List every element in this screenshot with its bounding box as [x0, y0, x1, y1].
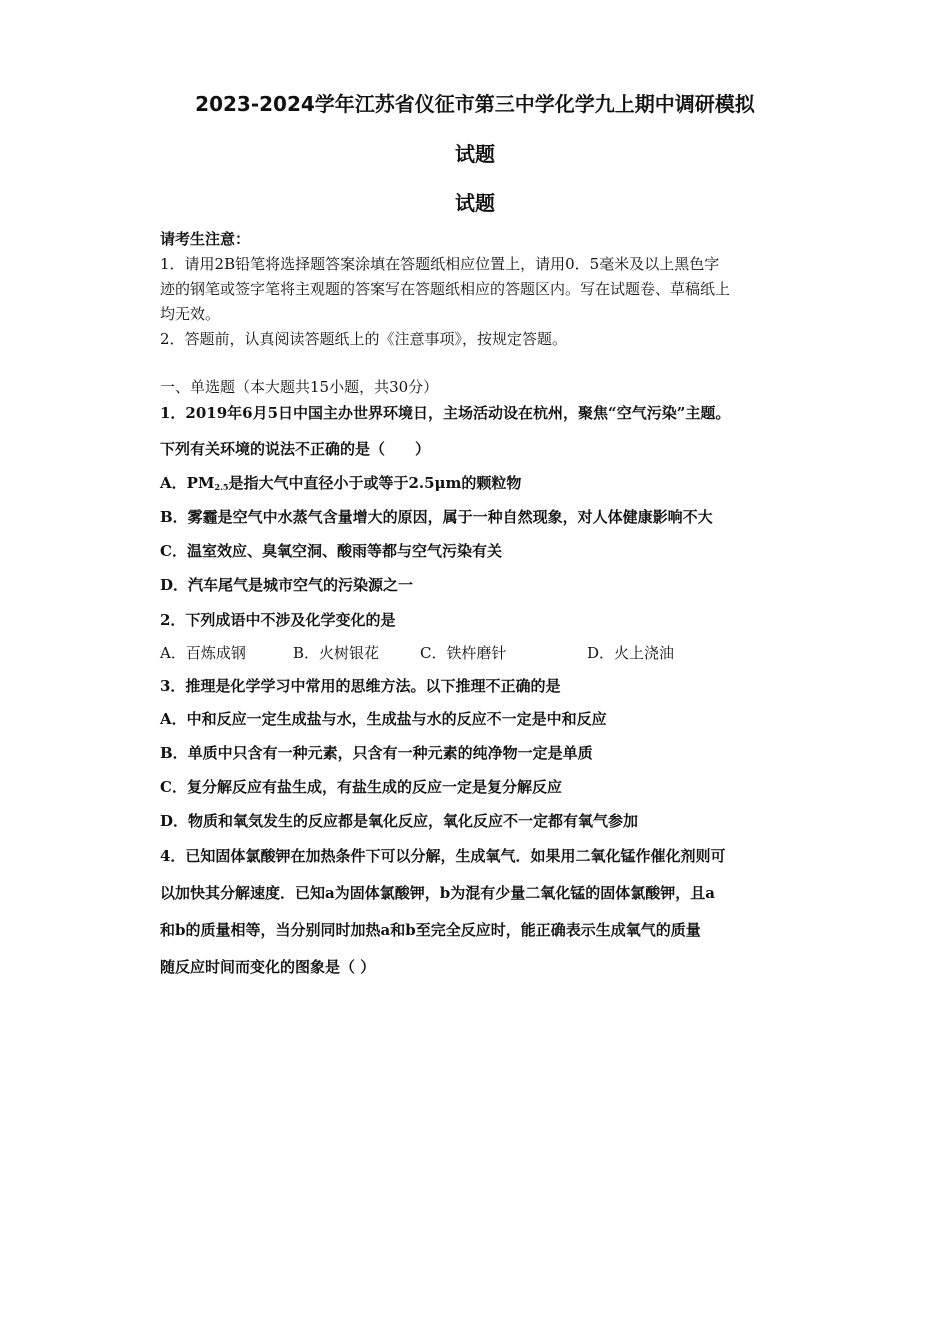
page-title-line-2: 试题: [455, 142, 495, 166]
notice-heading: 请考生注意：: [160, 230, 251, 248]
q1-option-c: C．温室效应、臭氧空洞、酸雨等都与空气污染有关: [160, 542, 502, 560]
notice-item-1-line-3: 均无效。: [160, 305, 221, 323]
q2-option-d: D．火上浇油: [587, 644, 675, 662]
q2-option-b: B．火树银花: [293, 644, 380, 662]
q1-option-a-text: 是指大气中直径小于或等于2.5μm的颗粒物: [228, 474, 522, 492]
q2-option-c: C．铁杵磨针: [420, 644, 507, 662]
q2-option-a: A．百炼成钢: [160, 644, 246, 662]
q1-option-d: D．汽车尾气是城市空气的污染源之一: [160, 576, 414, 594]
q3-option-a: A．中和反应一定生成盐与水，生成盐与水的反应不一定是中和反应: [160, 710, 607, 728]
q1-option-a: [160, 472, 521, 493]
q1-option-a-subscript: 2.5: [214, 482, 229, 492]
q1-stem-line-1: 1．2019年6月5日中国主办世界环境日，主场活动设在杭州，聚焦“空气污染”主题。: [160, 404, 731, 422]
q4-stem-line-1: 4．已知固体氯酸钾在加热条件下可以分解，生成氧气．如果用二氧化锰作催化剂则可: [160, 847, 726, 865]
page-title-line-3: 试题: [455, 191, 495, 215]
page-title-line-1: 2023-2024学年江苏省仪征市第三中学化学九上期中调研模拟: [195, 92, 755, 116]
q1-option-a-prefix: A．PM: [160, 474, 215, 492]
q4-stem-line-2: 以加快其分解速度．已知a为固体氯酸钾，b为混有少量二氧化锰的固体氯酸钾，且a: [160, 884, 715, 902]
notice-item-2: 2．答题前，认真阅读答题纸上的《注意事项》，按规定答题。: [160, 330, 568, 348]
q3-stem: 3．推理是化学学习中常用的思维方法。以下推理不正确的是: [160, 677, 561, 695]
section-heading: 一、单选题（本大题共15小题，共30分）: [160, 378, 439, 396]
q4-stem-line-4: 随反应时间而变化的图象是（ ）: [160, 958, 376, 976]
q3-option-b: B．单质中只含有一种元素，只含有一种元素的纯净物一定是单质: [160, 744, 593, 762]
q3-option-c: C．复分解反应有盐生成，有盐生成的反应一定是复分解反应: [160, 778, 562, 796]
notice-item-1-line-1: 1．请用2B铅笔将选择题答案涂填在答题纸相应位置上，请用0．5毫米及以上黑色字: [160, 255, 720, 273]
q1-option-b: B．雾霾是空气中水蒸气含量增大的原因，属于一种自然现象，对人体健康影响不大: [160, 508, 713, 526]
q1-stem-line-2: 下列有关环境的说法不正确的是（ ）: [160, 440, 431, 458]
q4-stem-line-3: 和b的质量相等，当分别同时加热a和b至完全反应时，能正确表示生成氧气的质量: [160, 921, 701, 939]
q2-stem: 2．下列成语中不涉及化学变化的是: [160, 611, 396, 629]
notice-item-1-line-2: 迹的钢笔或签字笔将主观题的答案写在答题纸相应的答题区内。写在试题卷、草稿纸上: [160, 280, 731, 298]
q3-option-d: D．物质和氧気发生的反应都是氧化反应，氧化反应不一定都有氧气参加: [160, 812, 639, 830]
